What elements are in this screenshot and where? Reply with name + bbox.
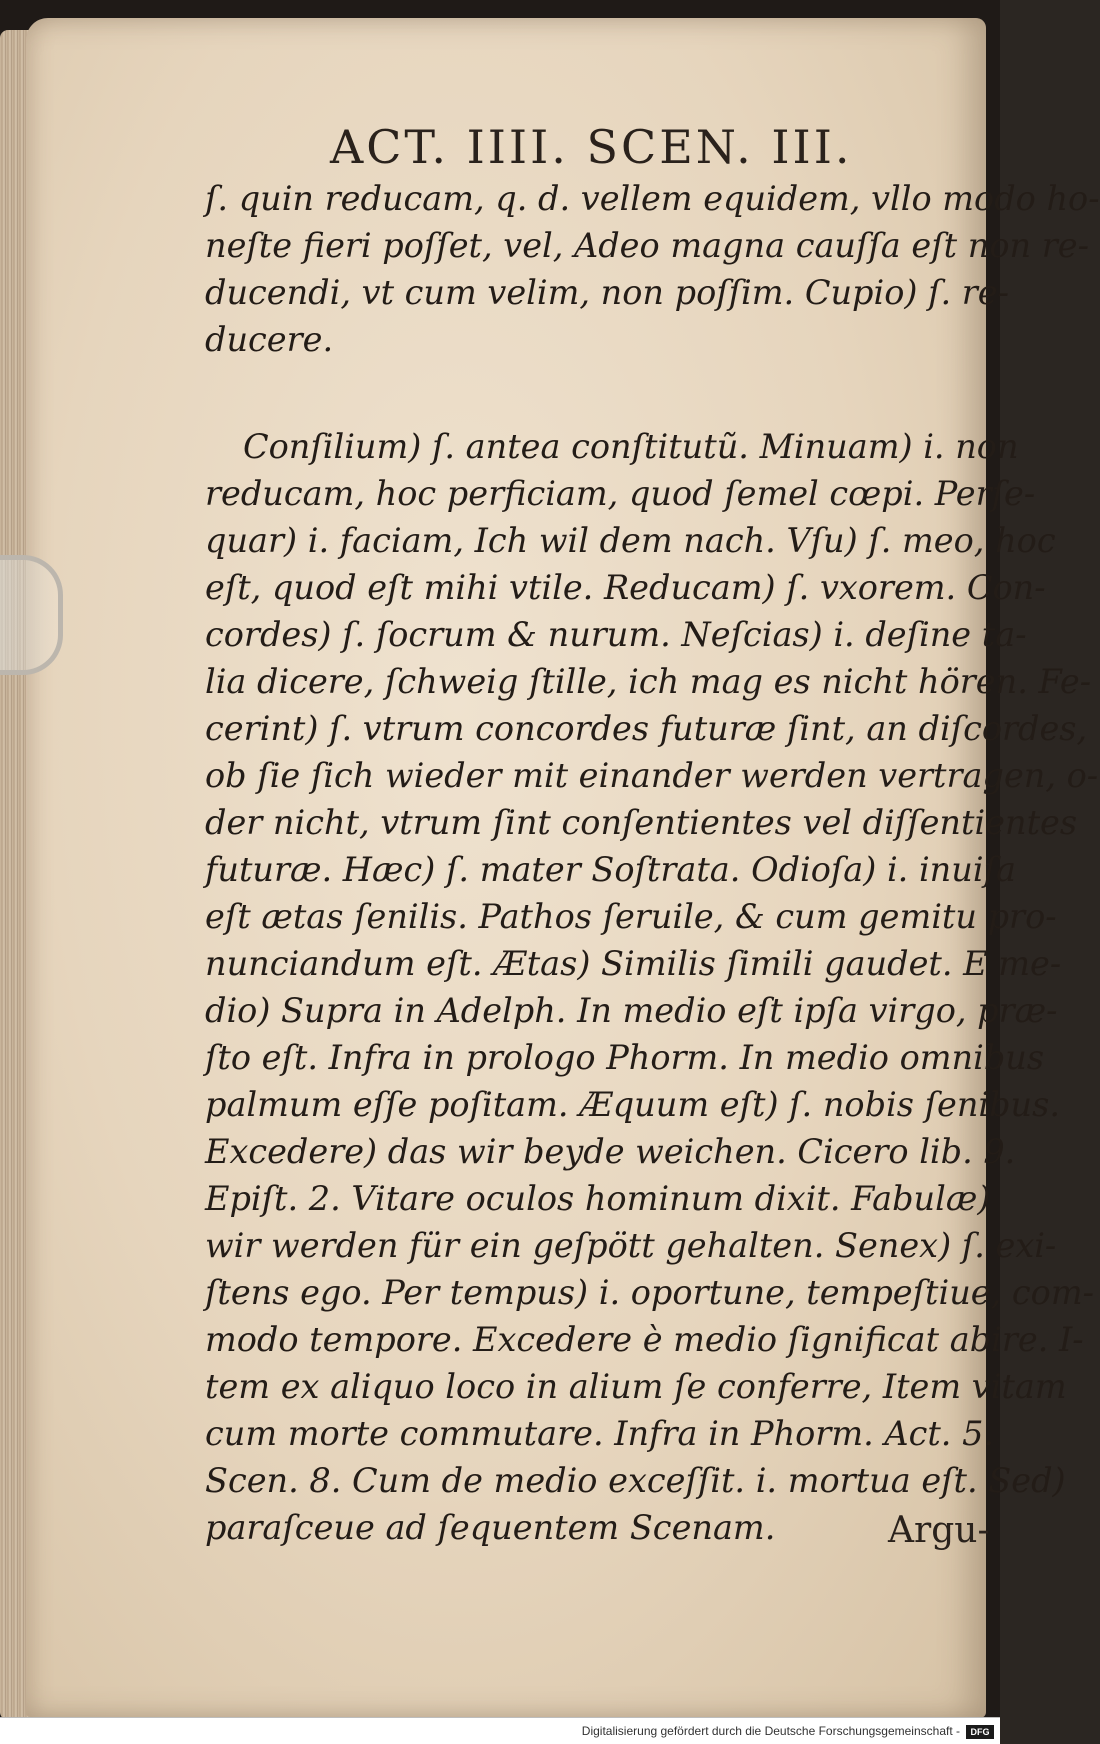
text-line: Conſilium) ſ. antea conſtitutũ. Minuam) i. non: [243, 427, 1019, 466]
book-clasp: [0, 555, 63, 675]
text-line: palmum eſſe poſitam. Æquum eſt) ſ. nobis ſenibus.: [205, 1085, 1060, 1124]
commentary-text: [205, 175, 1100, 1551]
text-line: cordes) ſ. ſocrum & nurum. Neſcias) i. deſine ta-: [205, 615, 1027, 654]
text-line: futuræ. Hæc) ſ. mater Soſtrata. Odioſa) i. inuiſa: [205, 850, 1016, 889]
text-line: paraſceue ad ſequentem Scenam.: [205, 1508, 776, 1547]
paragraph-2: [205, 423, 1099, 1551]
text-line: neſte fieri poſſet, vel, Adeo magna cauſſa eſt non re-: [205, 226, 1089, 265]
text-line: ob ſie ſich wieder mit einander werden vertragen, o-: [205, 756, 1099, 795]
paragraph-1: [205, 175, 1100, 363]
text-line: nunciandum eſt. Ætas) Similis ſimili gaudet. E me-: [205, 944, 1062, 983]
text-line: Excedere) das wir beyde weichen. Cicero lib. 9.: [205, 1132, 1016, 1171]
running-head: ACT. IIII. SCEN. III.: [330, 120, 853, 174]
text-line: ducere.: [205, 320, 334, 359]
digitization-footer: [0, 1717, 1000, 1744]
text-line: Scen. 8. Cum de medio exceſſit. i. mortua eſt. Sed): [205, 1461, 1066, 1500]
text-line: tem ex aliquo loco in alium ſe conferre, Item vitam: [205, 1367, 1067, 1406]
text-line: ſ. quin reducam, q. d. vellem equidem, vllo modo ho-: [205, 179, 1100, 218]
text-line: ſtens ego. Per tempus) i. oportune, tempeſtiue, com-: [205, 1273, 1094, 1312]
text-line: Epiſt. 2. Vitare oculos hominum dixit. Fabulæ): [205, 1179, 991, 1218]
dfg-logo: DFG: [966, 1725, 994, 1739]
funding-credit: Digitalisierung gefördert durch die Deutsche Forschungsgemeinschaft -: [581, 1724, 960, 1738]
text-line: wir werden für ein geſpött gehalten. Senex) ſ. exi-: [205, 1226, 1057, 1265]
text-line: quar) i. faciam, Ich wil dem nach. Vſu) ſ. meo, hoc: [205, 521, 1056, 560]
text-line: cerint) ſ. vtrum concordes futuræ ſint, an diſcordes,: [205, 709, 1088, 748]
text-line: der nicht, vtrum ſint conſentientes vel diſſentientes: [205, 803, 1078, 842]
text-line: ducendi, vt cum velim, non poſſim. Cupio) ſ. re-: [205, 273, 1009, 312]
text-line: modo tempore. Excedere è medio ſignificat abire. I-: [205, 1320, 1084, 1359]
paragraph-gap: [205, 363, 975, 423]
text-line: cum morte commutare. Infra in Phorm. Act. 5.: [205, 1414, 995, 1453]
text-line: ſto eſt. Infra in prologo Phorm. In medio omnibus: [205, 1038, 1045, 1077]
text-line: dio) Supra in Adelph. In medio eſt ipſa virgo, præ-: [205, 991, 1058, 1030]
text-line: lia dicere, ſchweig ſtille, ich mag es nicht hören. Fe-: [205, 662, 1092, 701]
text-line: eſt, quod eſt mihi vtile. Reducam) ſ. vxorem. Con-: [205, 568, 1046, 607]
text-line: eſt ætas ſenilis. Pathos ſeruile, & cum gemitu pro-: [205, 897, 1057, 936]
catchword: Argu-: [888, 1510, 990, 1551]
text-line: reducam, hoc perficiam, quod ſemel cœpi. Perſe-: [205, 474, 1036, 513]
